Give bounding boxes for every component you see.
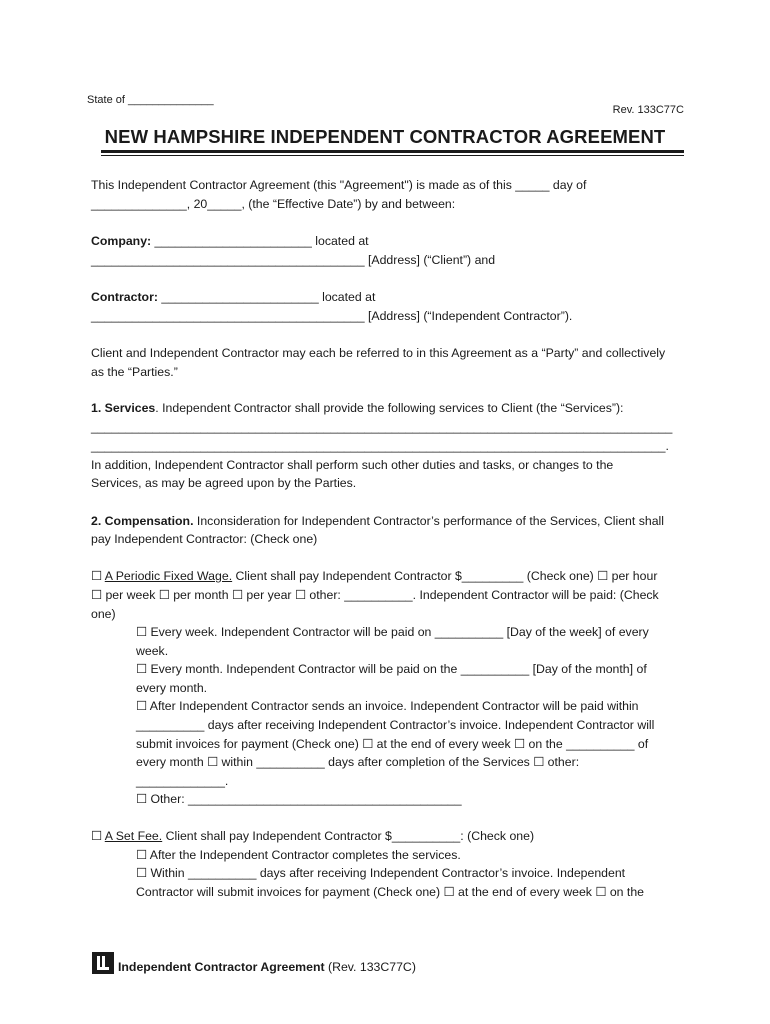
title-rule-thin (101, 155, 684, 156)
periodic-wage-line-2: ☐ per week ☐ per month ☐ per year ☐ other: __________. Independent Contractor will be paid: (Check (91, 588, 659, 602)
option-every-week-cont: week. (136, 644, 169, 658)
intro-line-2: ______________, 20_____, (the “Effective Date”) by and between: (91, 197, 456, 211)
set-fee-label: A Set Fee. (104, 829, 163, 843)
contractor-name-blank: _______________________ located at (157, 290, 376, 304)
services-blank-1: _____________________________________________________________________________________ (91, 420, 673, 434)
option-after-invoice-cont-2: submit invoices for payment (Check one) ☐ at the end of every week ☐ on the __________ of (136, 737, 649, 751)
periodic-wage-line-3: one) (91, 607, 116, 621)
contractor-line-1 (91, 291, 375, 303)
set-fee-checkbox[interactable]: ☐ (91, 829, 105, 843)
option-after-invoice-cont-4: _____________. (136, 774, 229, 788)
footer-text: Independent Contractor Agreement (Rev. 133C77C) (118, 960, 416, 974)
option-after-invoice[interactable]: ☐ After Independent Contractor sends an invoice. Independent Contractor will be paid within (136, 699, 639, 713)
title-rule-thick (101, 150, 684, 153)
document-title: NEW HAMPSHIRE INDEPENDENT CONTRACTOR AGREEMENT (104, 126, 666, 147)
parties-line-1: Client and Independent Contractor may each be referred to in this Agreement as a “Party” and collectively (91, 346, 666, 360)
contractor-line-2: ________________________________________ [Address] (“Independent Contractor”). (91, 309, 573, 323)
option-after-invoice-cont-3: every month ☐ within __________ days after completion of the Services ☐ other: (136, 755, 580, 769)
compensation-line-1: 2. Compensation. Inconsideration for Independent Contractor’s performance of the Services, Client shall (91, 514, 665, 528)
set-fee-line-1: ☐ A Set Fee. Client shall pay Independent Contractor $__________: (Check one) (91, 829, 535, 843)
services-line-1: 1. Services. Independent Contractor shall provide the following services to Client (the “Services”): (91, 401, 624, 415)
revision-code: Rev. 133C77C (612, 104, 684, 116)
intro-line-1: This Independent Contractor Agreement (this "Agreement") is made as of this _____ day of (91, 178, 587, 192)
page-footer (92, 952, 416, 974)
company-name-blank: _______________________ located at (151, 234, 369, 248)
option-within-days[interactable]: ☐ Within __________ days after receiving Independent Contractor’s invoice. Independent (136, 866, 626, 880)
option-within-days-cont: Contractor will submit invoices for payment (Check one) ☐ at the end of every week ☐ on the (136, 885, 645, 899)
company-line-2: ________________________________________ [Address] (“Client”) and (91, 253, 496, 267)
option-every-month[interactable]: ☐ Every month. Independent Contractor will be paid on the __________ [Day of the month] of (136, 662, 647, 676)
periodic-wage-label: A Periodic Fixed Wage. (104, 569, 233, 583)
option-other[interactable]: ☐ Other: ________________________________________ (136, 792, 462, 806)
state-field: State of ______________ (87, 94, 214, 106)
company-label: Company: (91, 234, 152, 248)
option-every-week[interactable]: ☐ Every week. Independent Contractor will be paid on __________ [Day of the week] of every (136, 625, 649, 639)
option-after-completion[interactable]: ☐ After the Independent Contractor completes the services. (136, 848, 461, 862)
services-line-3: Services, as may be agreed upon by the Parties. (91, 476, 357, 490)
company-line-1 (91, 235, 369, 247)
periodic-checkbox[interactable]: ☐ (91, 569, 105, 583)
option-every-month-cont: every month. (136, 681, 208, 695)
contractor-label: Contractor: (91, 290, 158, 304)
periodic-wage-line-1: ☐ A Periodic Fixed Wage. Client shall pay Independent Contractor $_________ (Check one) ☐ per hour (91, 569, 658, 583)
services-heading: 1. Services (91, 401, 156, 415)
parties-line-2: as the “Parties.” (91, 365, 178, 379)
services-blank-2: ____________________________________________________________________________________. (91, 439, 669, 453)
compensation-line-2: pay Independent Contractor: (Check one) (91, 532, 318, 546)
compensation-heading: 2. Compensation. (91, 514, 194, 528)
option-after-invoice-cont-1: __________ days after receiving Independent Contractor’s invoice. Independent Contractor will (136, 718, 655, 732)
services-line-2: In addition, Independent Contractor shall perform such other duties and tasks, or changes to the (91, 458, 614, 472)
lawdistrict-logo-icon (92, 952, 114, 974)
